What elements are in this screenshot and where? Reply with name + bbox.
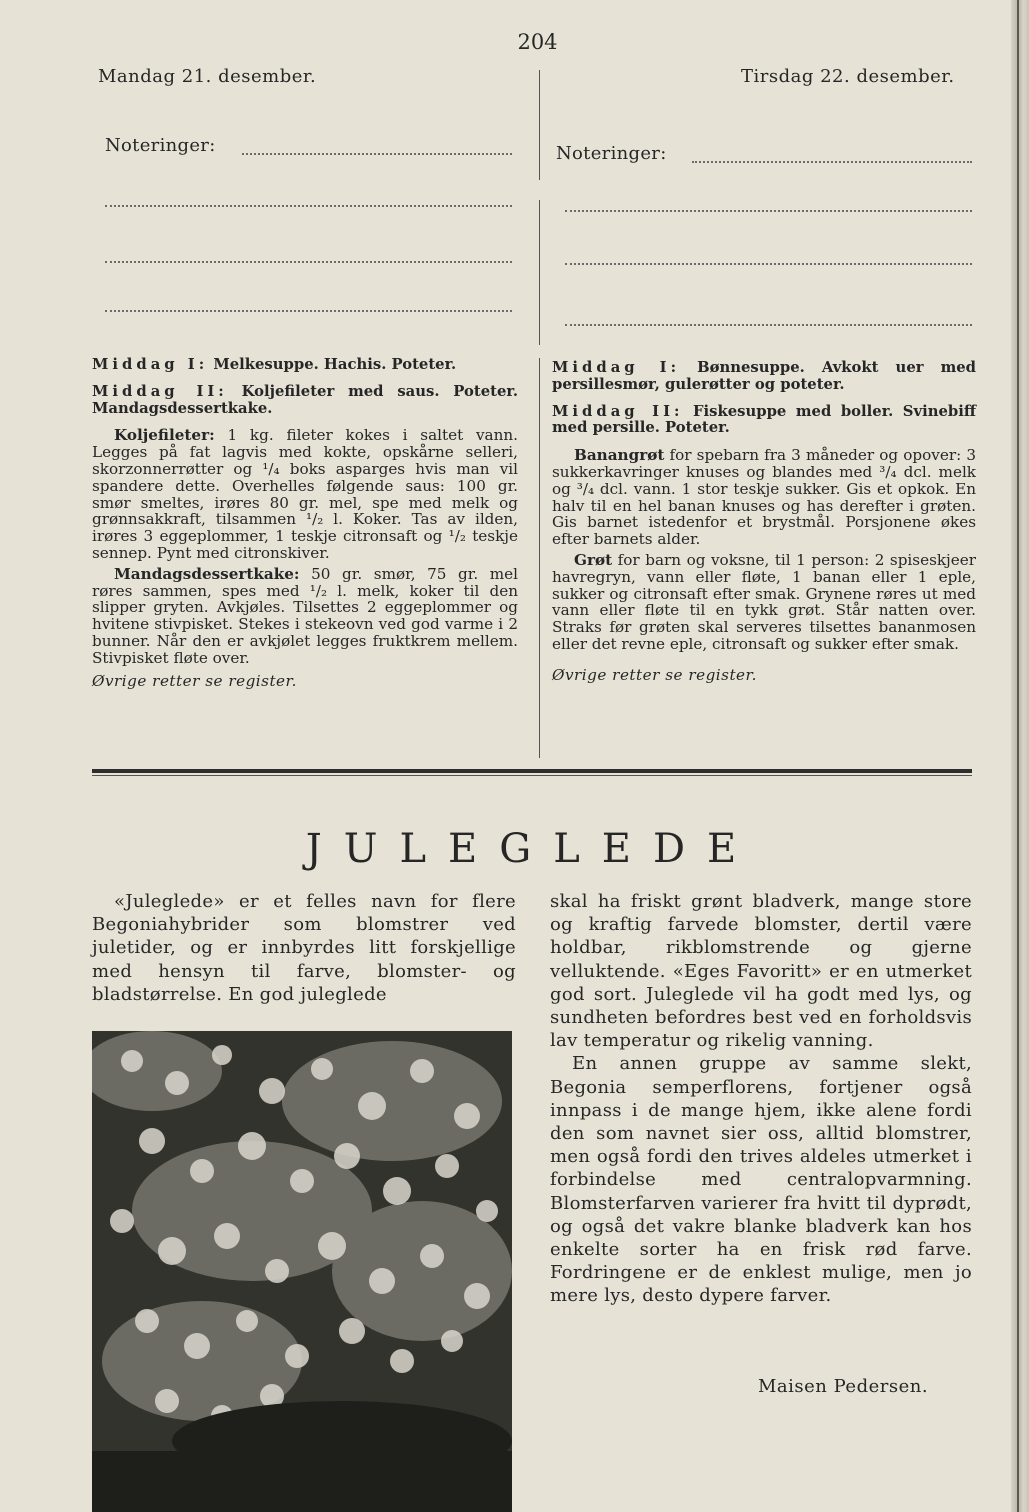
article-title: JULEGLEDE bbox=[305, 826, 759, 872]
recipe-text: 1 kg. fileter kokes i saltet vann. Legges på fat lagvis med kokte, opskårne selleri, skorzonnerrøtter og ¹/₄ boks asparges hvis man vil spandere dette. Overhelles følgende saus: 100 gr. smør smeltes, irøres 80 gr. mel, spe med melk og grønnsakkraft, tilsammen ¹/₂ l. Koker. Tas av ilden, irøres 3 eggeplommer, 1 teskje citronsaft og ¹/₂ teskje sennep. Pynt med citronskiver. bbox=[92, 426, 518, 562]
article-paragraph: «Juleglede» er et felles navn for flere Begoniahybrider som blomstrer ved juletider, og er innbyrdes litt forskjellige med hensyn til farve, blomster- og bladstørrelse. En god juleglede bbox=[92, 891, 516, 1005]
article-column-1 bbox=[92, 890, 516, 1006]
middag-text: Melkesuppe. Hachis. Poteter. bbox=[213, 356, 457, 373]
left-recipe-2 bbox=[92, 566, 518, 667]
left-notes-label: Noteringer: bbox=[105, 135, 216, 156]
middag-text: Koljefileter med saus. Poteter. Mandagsdessertkake. bbox=[92, 382, 518, 417]
right-recipe-2 bbox=[552, 552, 976, 653]
column-divider-top bbox=[539, 70, 540, 180]
article-column-2 bbox=[550, 890, 972, 1308]
recipe-label: Mandagsdessertkake: bbox=[114, 564, 300, 583]
article-paragraph: En annen gruppe av samme slekt, Begonia semperflorens, fortjener også innpass i de mange hjem, ikke alene fordi den som navnet sier oss, alltid blomstrer, men også fordi den trives aldeles utmerket i forbindelse med centralopvarmning. Blomsterfarven varierer fra hvitt til dyprødt, og også det vakre blanke bladverk kan hos enkelte sorter ha en frisk rød farve. Fordringene er de enklest mulige, men jo mere lys, desto dypere farver. bbox=[550, 1053, 972, 1307]
left-notes-line bbox=[105, 310, 512, 312]
left-recipe-1 bbox=[92, 427, 518, 561]
right-notes-line bbox=[692, 161, 972, 163]
begonia-photo bbox=[92, 1031, 512, 1512]
recipe-label: Grøt bbox=[574, 550, 613, 569]
right-recipe-1 bbox=[552, 447, 976, 548]
left-other-dishes: Øvrige retter se register. bbox=[92, 671, 297, 690]
recipe-text: for barn og voksne, til 1 person: 2 spiseskjeer havregryn, vann eller fløte, 1 banan eller 1 eple, sukker og citronsaft efter smak. Grynene røres ut med vann eller fløte til en tykk grøt. Står natten over. Straks før grøten skal serveres tilsettes bananmosen eller det revne eple, citronsaft og sukker efter smak. bbox=[552, 550, 977, 653]
begonia-flowers-image bbox=[92, 1031, 512, 1512]
right-menu-column bbox=[552, 360, 976, 688]
left-notes-line bbox=[105, 205, 512, 207]
right-middag-2 bbox=[552, 404, 976, 438]
column-divider-bottom bbox=[539, 358, 540, 758]
recipe-text: 50 gr. smør, 75 gr. mel røres sammen, spes med ¹/₂ l. melk, koker til den slipper gryten. Avkjøles. Tilsettes 2 eggeplommer og hvitene stivpisket. Stekes i stekeovn ved god varme i 2 bunner. Når den er avkjølet legges fruktkrem mellem. Stivpisket fløte over. bbox=[92, 564, 519, 667]
right-notes-label: Noteringer: bbox=[556, 143, 667, 164]
left-menu-column bbox=[92, 357, 518, 693]
right-notes-line bbox=[565, 324, 972, 326]
left-middag-2 bbox=[92, 384, 518, 418]
recipe-text: for spebarn fra 3 måneder og opover: 3 sukkerkavringer knuses og blandes med ³/₄ dcl. melk og ³/₄ dcl. vann. 1 stor teskje sukker. Gis et opkok. En halv til en hel banan knuses og has derefter i grøten. Gis barnet istedenfor et brystmål. Porsjonene økes efter barnets alder. bbox=[552, 446, 976, 549]
middag-label: Middag I: bbox=[552, 359, 681, 376]
recipe-label: Koljefileter: bbox=[114, 426, 215, 445]
middag-label: Middag I: bbox=[92, 356, 209, 373]
right-notes-line bbox=[565, 263, 972, 265]
recipe-label: Banangrøt bbox=[574, 446, 665, 465]
article-author: Maisen Pedersen. bbox=[758, 1376, 929, 1397]
middag-text: Fiskesuppe med boller. Svinebiff med persille. Poteter. bbox=[552, 402, 976, 437]
article-paragraph: skal ha friskt grønt bladverk, mange store og kraftig farvede blomster, dertil være holdbar, rikblomstrende og gjerne velluktende. «Eges Favoritt» er en utmerket god sort. Juleglede vil ha godt med lys, og sundheten befordres best ved en forholdsvis lav temperatur og rikelig vanning. bbox=[550, 891, 972, 1052]
middag-label: Middag II: bbox=[552, 402, 684, 420]
right-middag-1 bbox=[552, 360, 976, 394]
right-notes-line bbox=[565, 210, 972, 212]
middag-text: Bønnesuppe. Avkokt uer med persillesmør, gulerøtter og poteter. bbox=[552, 359, 976, 393]
page-edge bbox=[1011, 0, 1029, 1512]
middag-label: Middag II: bbox=[92, 382, 228, 400]
left-notes-line bbox=[105, 261, 512, 263]
right-day-heading: Tirsdag 22. desember. bbox=[741, 66, 955, 87]
section-rule-thin bbox=[92, 775, 972, 776]
left-day-heading: Mandag 21. desember. bbox=[98, 66, 317, 87]
right-other-dishes: Øvrige retter se register. bbox=[552, 665, 757, 684]
column-divider-mid bbox=[539, 200, 540, 345]
left-middag-1 bbox=[92, 357, 518, 374]
left-notes-line bbox=[242, 153, 512, 155]
section-rule-thick bbox=[92, 769, 972, 773]
page-number: 204 bbox=[517, 30, 558, 54]
